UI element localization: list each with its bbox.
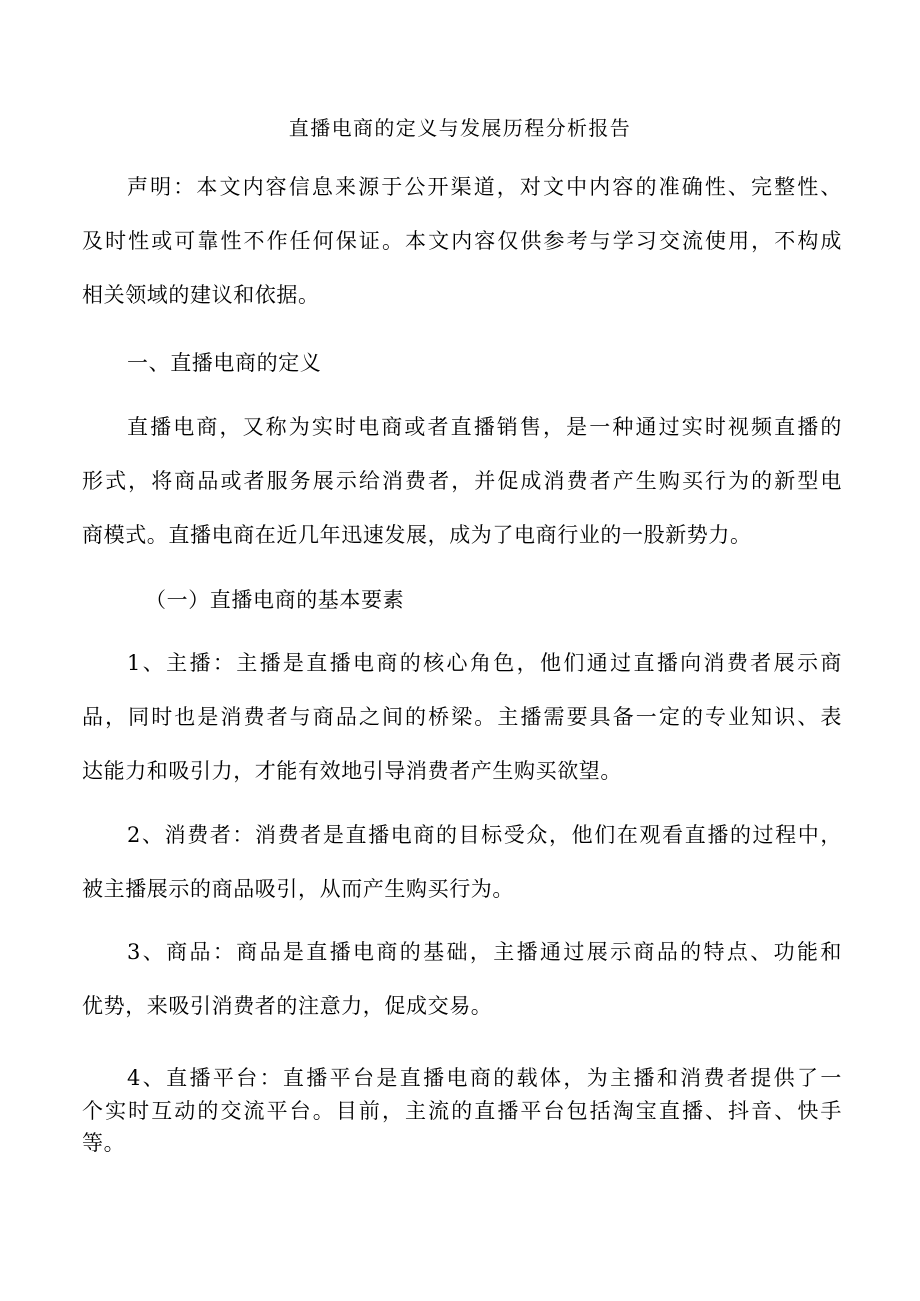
subsection-heading: （一）直播电商的基本要素 [145, 588, 405, 612]
paragraph-line: 等。 [82, 1131, 126, 1155]
paragraph-line: 1、主播：主播是直播电商的核心角色，他们通过直播向消费者展示商 [127, 651, 842, 675]
paragraph-line: 达能力和吸引力，才能有效地引导消费者产生购买欲望。 [82, 759, 622, 783]
paragraph-line: 商模式。直播电商在近几年迅速发展，成为了电商行业的一股新势力。 [82, 523, 752, 547]
section-heading: 一、直播电商的定义 [127, 351, 322, 375]
paragraph-line: 形式，将商品或者服务展示给消费者，并促成消费者产生购买行为的新型电 [82, 469, 842, 493]
paragraph-line: 被主播展示的商品吸引，从而产生购买行为。 [82, 877, 514, 901]
paragraph-line: 直播电商，又称为实时电商或者直播销售，是一种通过实时视频直播的 [127, 415, 842, 439]
paragraph-line: 品，同时也是消费者与商品之间的桥梁。主播需要具备一定的专业知识、表 [82, 705, 842, 729]
paragraph-line: 3、商品：商品是直播电商的基础，主播通过展示商品的特点、功能和 [127, 940, 842, 964]
document-title: 直播电商的定义与发展历程分析报告 [288, 116, 632, 140]
paragraph-line: 声明：本文内容信息来源于公开渠道，对文中内容的准确性、完整性、 [127, 175, 842, 199]
paragraph-line: 优势，来吸引消费者的注意力，促成交易。 [82, 994, 493, 1018]
paragraph-line: 2、消费者：消费者是直播电商的目标受众，他们在观看直播的过程中， [127, 823, 842, 847]
paragraph-line: 个实时互动的交流平台。目前，主流的直播平台包括淘宝直播、抖音、快手 [82, 1099, 842, 1123]
paragraph-line: 及时性或可靠性不作任何保证。本文内容仅供参考与学习交流使用，不构成 [82, 229, 842, 253]
paragraph-line: 相关领域的建议和依据。 [82, 283, 320, 307]
paragraph-line: 4、直播平台：直播平台是直播电商的载体，为主播和消费者提供了一 [127, 1066, 842, 1090]
